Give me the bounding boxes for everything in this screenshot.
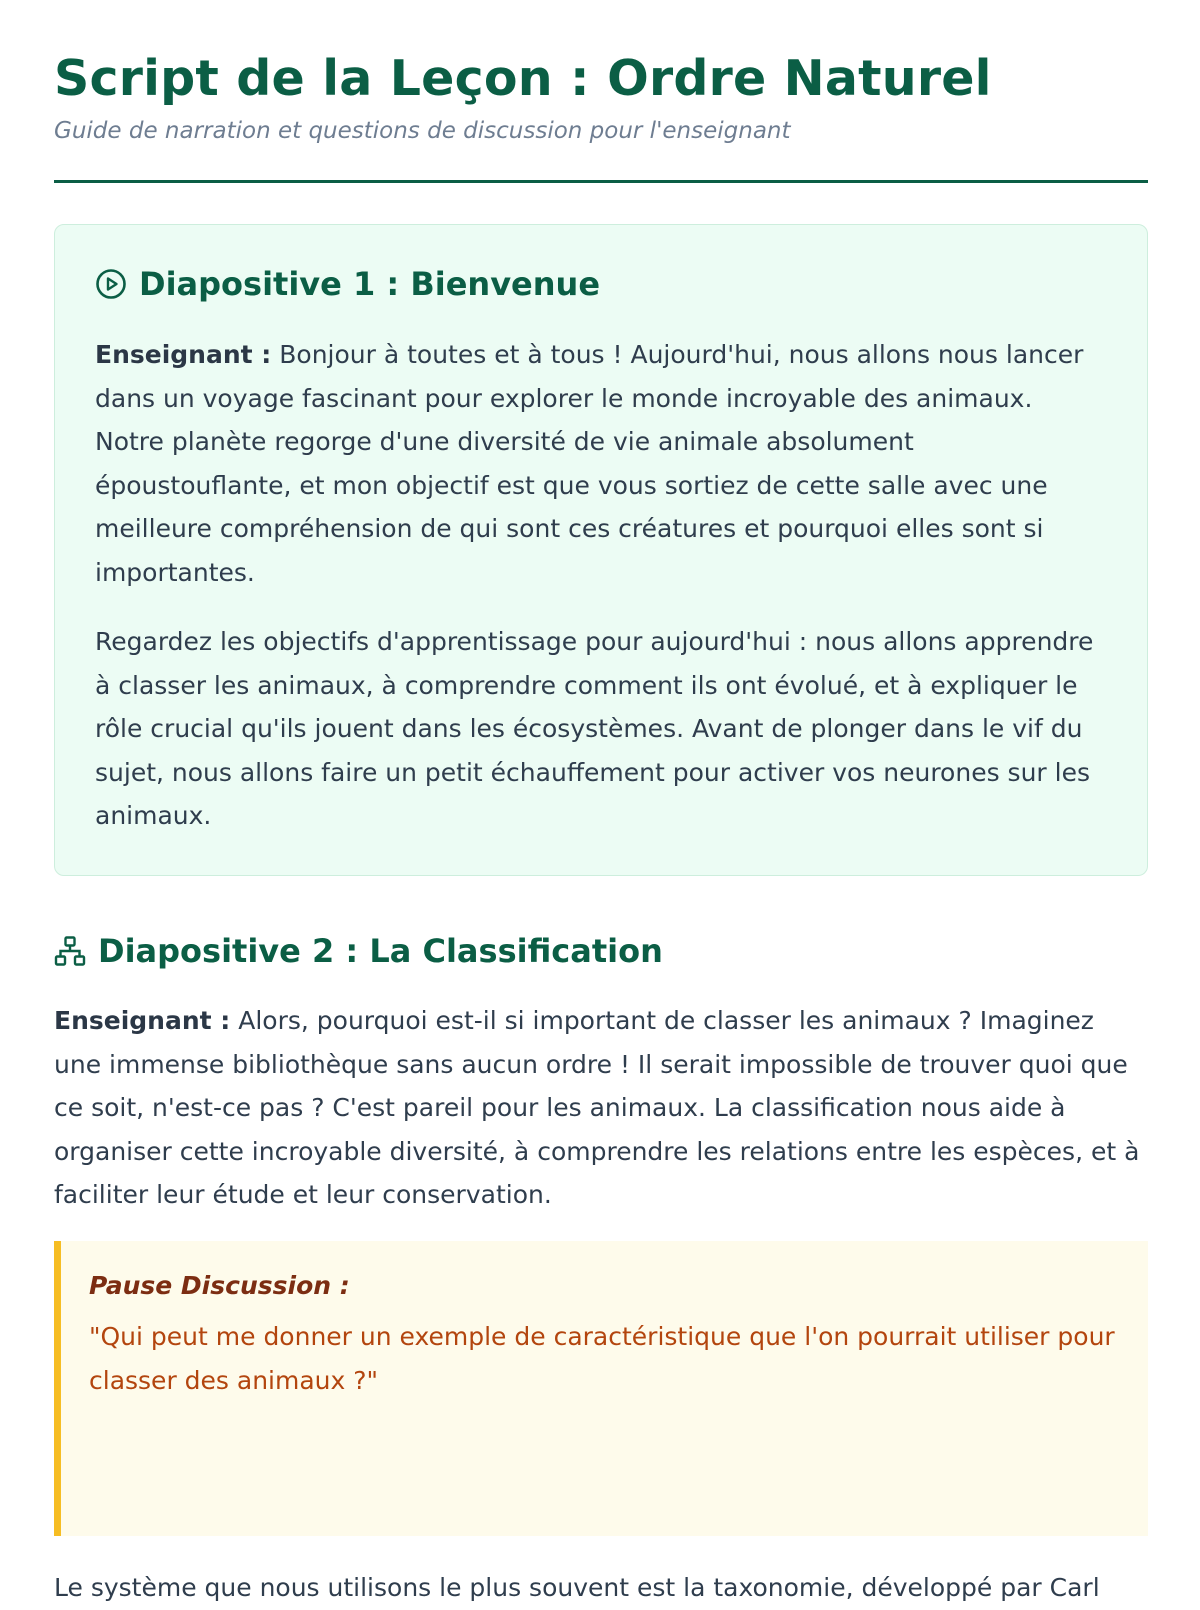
- slide-1-paragraph-1-text: Bonjour à toutes et à tous ! Aujourd'hui, nous allons nous lancer dans un voyage fascinant pour explorer le monde incroyable des animaux. Notre planète regorge d'une diversité de vie animale absolument époustouflante, et mon objectif est que vous sortiez de cette salle avec une meilleure compréhension de qui sont ces créatures et pourquoi elles sont si importantes.: [95, 340, 1084, 587]
- discussion-label: Pause Discussion :: [89, 1271, 350, 1300]
- slide-1-heading: [95, 265, 600, 303]
- speaker-label: Enseignant :: [95, 340, 272, 369]
- slide-1-paragraph-2: Regardez les objectifs d'apprentissage pour aujourd'hui : nous allons apprendre à classer les animaux, à comprendre comment ils ont évolué, et à expliquer le rôle crucial qu'ils jouent dans les écosystèmes. Avant de plonger dans le vif du sujet, nous allons faire un petit échauffement pour activer vos neurones sur les animaux.: [95, 627, 1094, 830]
- slide-2-heading: [54, 932, 663, 970]
- discussion-question: "Qui peut me donner un exemple de caractéristique que l'on pourrait utiliser pour classer des animaux ?": [89, 1322, 1115, 1395]
- hierarchy-icon: [54, 935, 86, 967]
- page-subtitle: Guide de narration et questions de discussion pour l'enseignant: [54, 118, 791, 144]
- title-divider: [54, 180, 1148, 183]
- slide-2-paragraph-2: Le système que nous utilisons le plus souvent est la taxonomie, développé par Carl: [54, 1573, 1100, 1602]
- discussion-callout: [54, 1241, 1148, 1536]
- slide-1-title: Diapositive 1 : Bienvenue: [139, 265, 601, 303]
- page-title: Script de la Leçon : Ordre Naturel: [54, 50, 992, 107]
- play-circle-icon: [95, 268, 127, 300]
- slide-2-paragraph-1-text: Alors, pourquoi est-il si important de classer les animaux ? Imaginez une immense bibliothèque sans aucun ordre ! Il serait impossible de trouver quoi que ce soit, n'est-ce pas ? C'est pareil pour les animaux. La classification nous aide à organiser cette incroyable diversité, à comprendre les relations entre les espèces, et à faciliter leur étude et leur conservation.: [54, 1006, 1140, 1209]
- speaker-label: Enseignant :: [54, 1006, 231, 1035]
- slide-2-title: Diapositive 2 : La Classification: [98, 932, 663, 970]
- slide-1-paragraph-1: [95, 333, 1107, 594]
- slide-2-paragraph-1: [54, 999, 1148, 1217]
